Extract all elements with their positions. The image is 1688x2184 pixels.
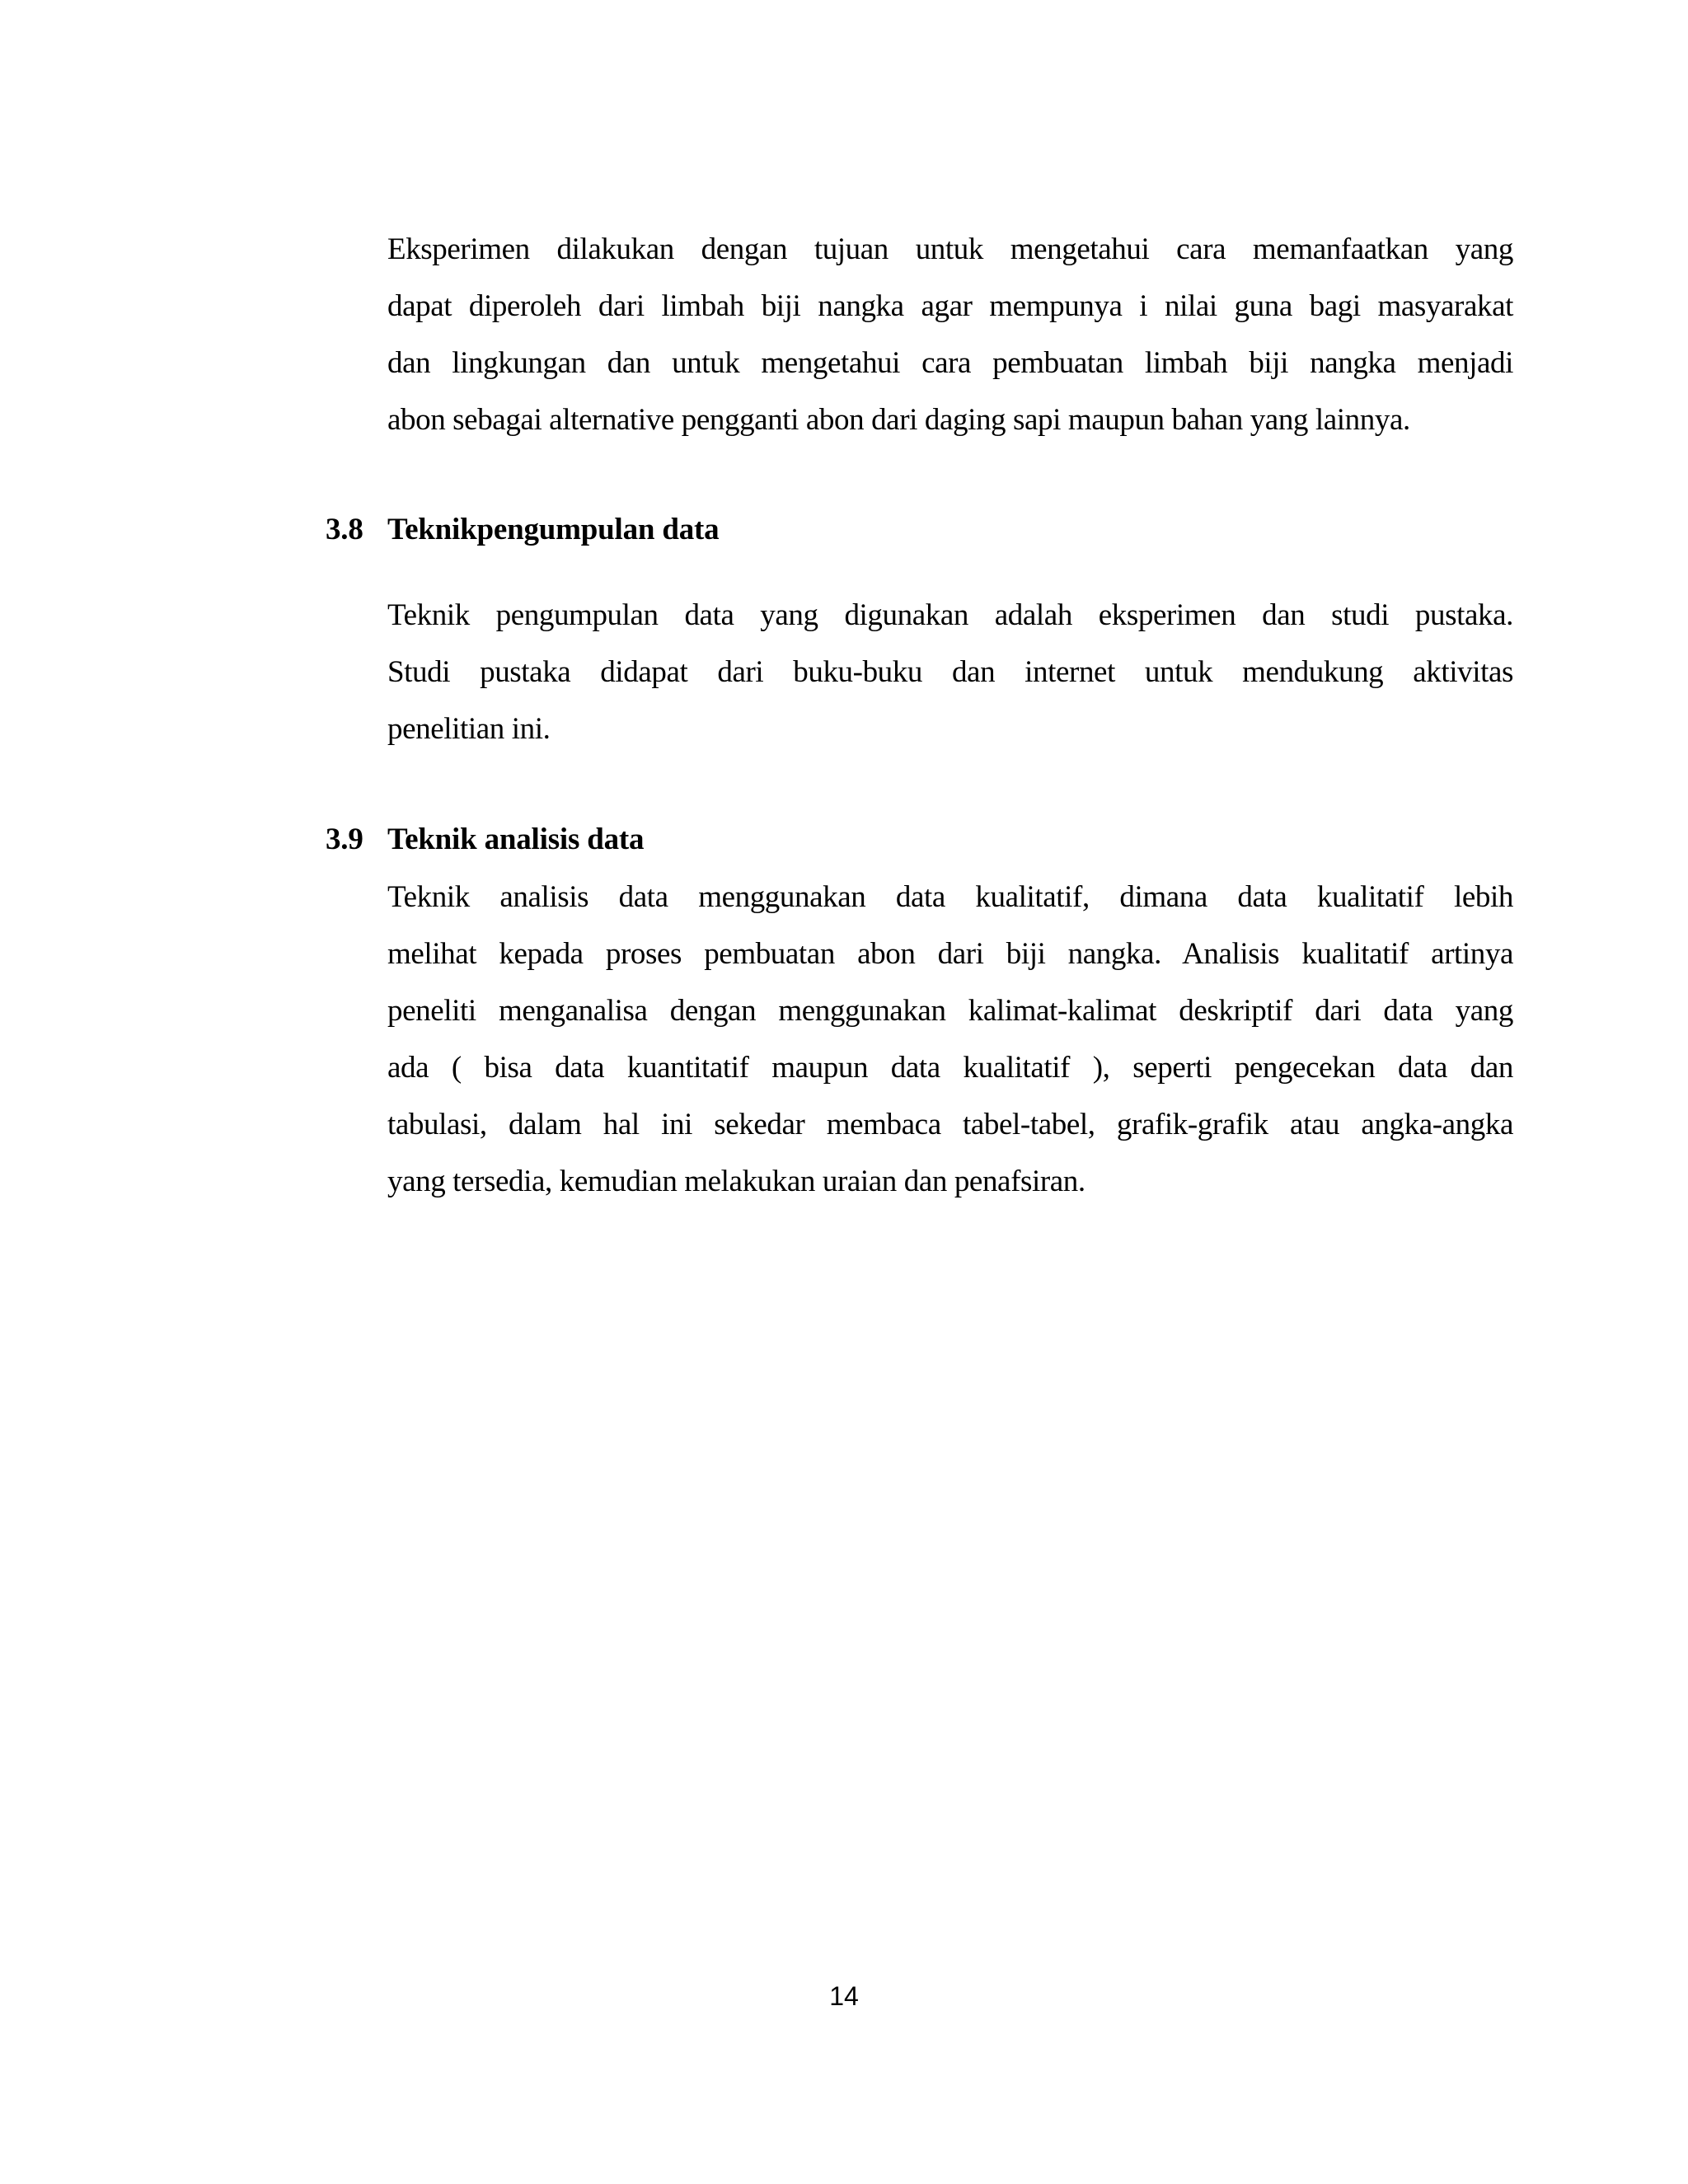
section-3-8-line-3: penelitian ini.	[387, 712, 551, 746]
section-3-8-heading	[326, 509, 719, 551]
section-3-8-title: Teknikpengumpulan data	[387, 513, 720, 546]
page-number: 14	[829, 1981, 859, 2011]
intro-line-3: dan lingkungan dan untuk mengetahui cara pembuatan limbah biji nangka menjadi	[387, 346, 1513, 380]
intro-line-4: abon sebagai alternative pengganti abon dari daging sapi maupun bahan yang lainnya.	[387, 403, 1410, 437]
section-3-9-number: 3.9	[326, 823, 363, 856]
section-3-9-title: Teknik analisis data	[387, 823, 645, 856]
section-3-9-line-1: Teknik analisis data menggunakan data kualitatif, dimana data kualitatif lebih	[387, 880, 1513, 914]
intro-line-1: Eksperimen dilakukan dengan tujuan untuk mengetahui cara memanfaatkan yang	[387, 232, 1513, 266]
section-3-9-paragraph	[387, 869, 1513, 1210]
section-3-9-line-4: ada ( bisa data kuantitatif maupun data kualitatif ), seperti pengecekan data dan	[387, 1051, 1513, 1085]
section-3-9-line-3: peneliti menganalisa dengan menggunakan kalimat-kalimat deskriptif dari data yang	[387, 994, 1513, 1028]
section-3-9-line-5: tabulasi, dalam hal ini sekedar membaca tabel-tabel, grafik-grafik atau angka-angka	[387, 1108, 1513, 1141]
section-3-9-line-2: melihat kepada proses pembuatan abon dari biji nangka. Analisis kualitatif artinya	[387, 937, 1513, 971]
section-3-8-line-2: Studi pustaka didapat dari buku-buku dan internet untuk mendukung aktivitas	[387, 655, 1513, 689]
intro-line-2: dapat diperoleh dari limbah biji nangka agar mempunya i nilai guna bagi masyarakat	[387, 289, 1513, 323]
section-3-9-heading	[326, 819, 644, 860]
section-3-8-paragraph	[387, 587, 1513, 757]
section-3-9-line-6: yang tersedia, kemudian melakukan uraian dan penafsiran.	[387, 1165, 1085, 1198]
intro-paragraph	[387, 221, 1513, 448]
section-3-8-line-1: Teknik pengumpulan data yang digunakan adalah eksperimen dan studi pustaka.	[387, 598, 1513, 632]
section-3-8-number: 3.8	[326, 513, 363, 546]
